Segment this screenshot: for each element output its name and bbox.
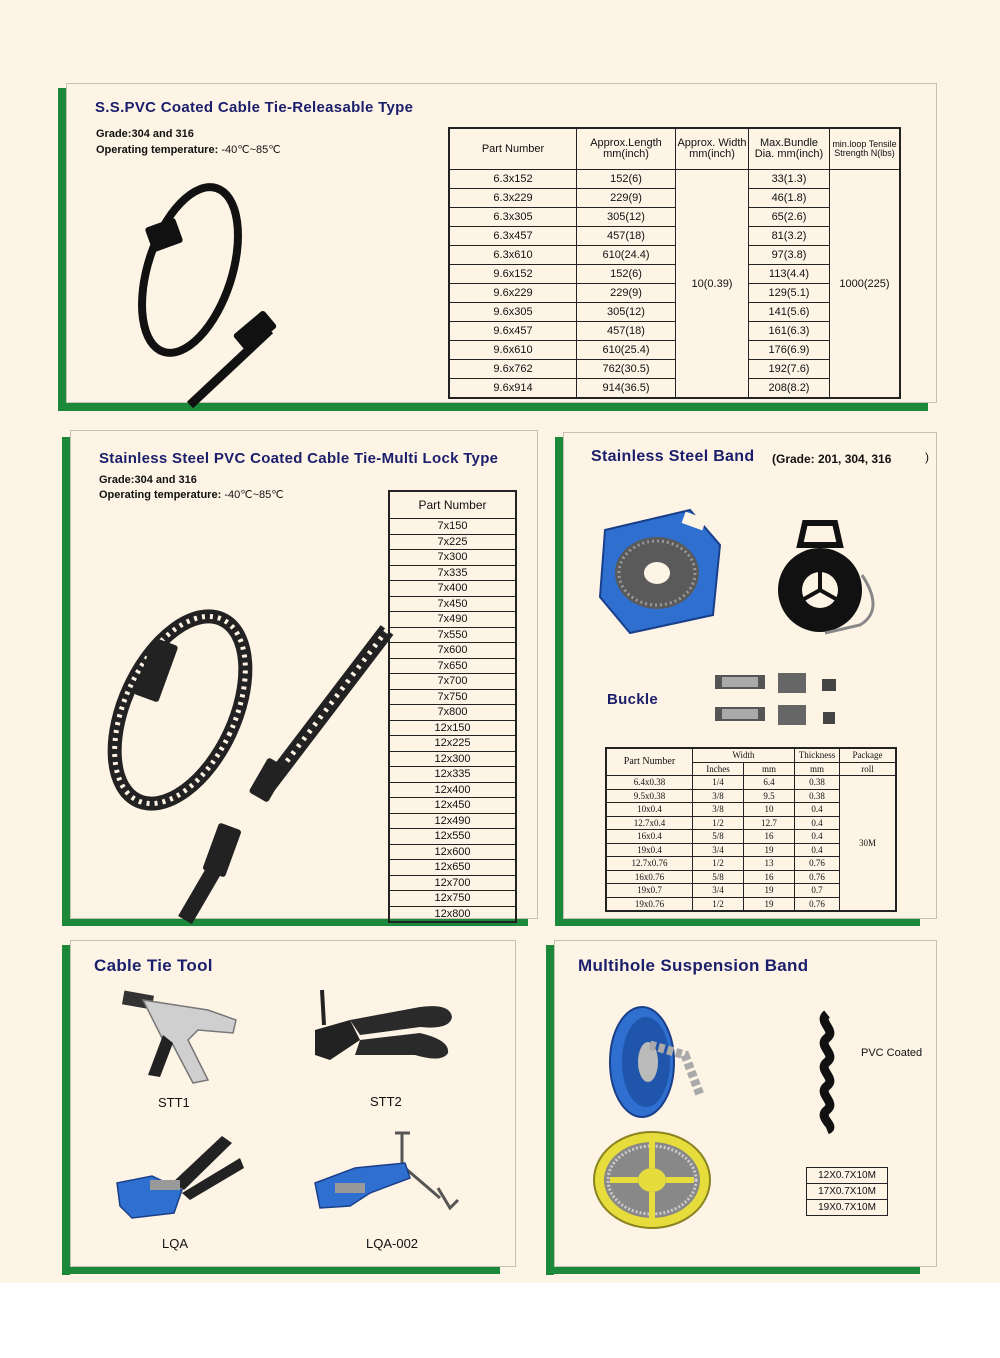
table-cell: 457(18) [577,227,676,246]
size-cell: 17X0.7X10M [807,1184,888,1200]
tool-label-lqa: LQA [162,1236,189,1251]
part-number-cell: 12x750 [389,891,516,907]
table-cell: 19 [744,884,795,898]
suspension-band-size-table [806,1167,888,1216]
table-row [389,674,516,690]
table-row [389,860,516,876]
part-number-cell: 7x335 [389,565,516,581]
part-number-cell: 7x300 [389,550,516,566]
col-header-thickness: Thickness [795,748,840,762]
table-cell: 9.6x229 [449,284,577,303]
table-cell: 12.7x0.4 [606,816,693,830]
table-row [389,581,516,597]
table-cell: 229(9) [577,284,676,303]
table-row [389,565,516,581]
package-value-cell: 30M [840,776,897,912]
table-cell: 1/2 [693,857,744,871]
col-header-bundle-dia: Max.Bundle Dia. mm(inch) [749,128,830,170]
multi-lock-part-table [388,490,517,923]
table-row [389,782,516,798]
table-row [389,658,516,674]
table-row [389,736,516,752]
green-accent-left [62,945,70,1275]
green-accent-left [546,945,554,1275]
table-cell: 81(3.2) [749,227,830,246]
section-title: Stainless Steel Band [591,448,755,465]
buckle-label: Buckle [607,691,658,708]
col-header-inches: Inches [693,762,744,776]
table-cell: 97(3.8) [749,246,830,265]
col-header-width: Width [693,748,795,762]
stt1-tool-image [118,985,243,1085]
releasable-tie-spec-table [448,127,901,399]
table-cell: 6.3x152 [449,170,577,189]
table-row [449,170,900,189]
table-cell: 0.38 [795,776,840,790]
col-header-roll: roll [840,762,897,776]
size-cell: 12X0.7X10M [807,1168,888,1184]
steel-band-spec-table [605,747,897,912]
stt2-tool-image [310,985,460,1070]
yellow-band-reel-image [590,1128,720,1238]
table-cell: 16x0.76 [606,870,693,884]
table-cell: 10 [744,803,795,817]
table-cell: 141(5.6) [749,303,830,322]
part-number-cell: 7x750 [389,689,516,705]
size-cell: 19X0.7X10M [807,1200,888,1216]
table-cell: 13 [744,857,795,871]
part-number-cell: 12x550 [389,829,516,845]
table-cell: 9.6x762 [449,360,577,379]
table-row [389,627,516,643]
table-row [389,813,516,829]
blue-band-roll-image [600,1000,710,1120]
lqa-002-tool-image [310,1128,460,1213]
table-cell: 457(18) [577,322,676,341]
table-row [807,1168,888,1184]
col-header-part-number: Part Number [389,491,516,519]
table-cell: 208(8.2) [749,379,830,399]
table-row [807,1184,888,1200]
section-title: S.S.PVC Coated Cable Tie-Releasable Type [95,99,414,116]
table-cell: 152(6) [577,265,676,284]
table-cell: 46(1.8) [749,189,830,208]
table-cell: 3/8 [693,789,744,803]
table-row [389,751,516,767]
table-cell: 305(12) [577,208,676,227]
part-number-cell: 12x150 [389,720,516,736]
part-number-cell: 7x450 [389,596,516,612]
table-cell: 65(2.6) [749,208,830,227]
table-row [389,596,516,612]
table-cell: 305(12) [577,303,676,322]
table-cell: 176(6.9) [749,341,830,360]
col-header-part-number: Part Number [449,128,577,170]
part-number-cell: 12x450 [389,798,516,814]
table-cell: 762(30.5) [577,360,676,379]
part-number-cell: 7x225 [389,534,516,550]
part-number-cell: 7x700 [389,674,516,690]
table-cell: 161(6.3) [749,322,830,341]
black-band-reel-image [770,515,890,645]
green-accent-bottom [62,1266,500,1274]
multi-lock-cable-tie-image [95,600,395,920]
table-row [389,798,516,814]
table-cell: 0.7 [795,884,840,898]
table-row [389,705,516,721]
tool-label-lqa-002: LQA-002 [366,1236,419,1251]
part-number-cell: 7x490 [389,612,516,628]
table-cell: 0.76 [795,897,840,911]
part-number-cell: 12x400 [389,782,516,798]
releasable-cable-tie-image [120,180,300,410]
table-row [389,534,516,550]
table-cell: 0.76 [795,857,840,871]
section-title: Cable Tie Tool [94,956,213,975]
table-cell: 1/2 [693,816,744,830]
grade-text: Grade:304 and 316 [96,128,194,140]
part-number-cell: 7x400 [389,581,516,597]
part-number-cell: 12x225 [389,736,516,752]
table-cell: 5/8 [693,830,744,844]
table-row [389,767,516,783]
table-cell: 3/8 [693,803,744,817]
pvc-coated-chain-band-image [815,1012,839,1132]
part-number-cell: 12x300 [389,751,516,767]
buckles-image [710,665,850,730]
table-cell: 16 [744,830,795,844]
tool-label-stt2: STT2 [370,1094,402,1109]
table-cell: 0.4 [795,803,840,817]
table-cell: 9.6x457 [449,322,577,341]
part-number-cell: 12x650 [389,860,516,876]
table-cell: 12.7 [744,816,795,830]
table-cell: 16 [744,870,795,884]
table-cell: 19 [744,843,795,857]
table-row [807,1200,888,1216]
table-cell: 610(25.4) [577,341,676,360]
part-number-cell: 7x800 [389,705,516,721]
table-cell: 9.6x152 [449,265,577,284]
part-number-cell: 12x700 [389,875,516,891]
part-number-cell: 7x650 [389,658,516,674]
table-row [389,550,516,566]
table-cell: 9.5x0.38 [606,789,693,803]
table-cell: 6.4 [744,776,795,790]
tool-label-stt1: STT1 [158,1095,190,1110]
table-cell: 9.6x914 [449,379,577,399]
grade-text: Grade:304 and 316 [99,474,197,486]
col-header-mm: mm [744,762,795,776]
table-cell: 0.4 [795,830,840,844]
strength-value-cell: 1000(225) [830,170,901,399]
width-value-cell: 10(0.39) [676,170,749,399]
table-cell: 19 [744,897,795,911]
col-header-tensile-strength: min.loop Tensile Strength N(lbs) [830,128,901,170]
part-number-cell: 12x335 [389,767,516,783]
grade-close: ) [925,450,929,464]
green-accent-left [58,88,66,410]
table-cell: 192(7.6) [749,360,830,379]
table-cell: 16x0.4 [606,830,693,844]
green-accent-bottom [546,1266,920,1274]
table-cell: 6.3x457 [449,227,577,246]
table-cell: 19x0.7 [606,884,693,898]
table-row [606,776,896,790]
table-cell: 12.7x0.76 [606,857,693,871]
table-cell: 19x0.76 [606,897,693,911]
col-header-package: Package [840,748,897,762]
table-row [389,875,516,891]
col-header-length: Approx.Length mm(inch) [577,128,676,170]
part-number-cell: 7x550 [389,627,516,643]
table-cell: 914(36.5) [577,379,676,399]
part-number-cell: 12x490 [389,813,516,829]
temperature-text: Operating temperature: -40℃~85℃ [99,489,284,501]
col-header-width: Approx. Width mm(inch) [676,128,749,170]
green-accent-left [555,437,563,925]
table-row [389,612,516,628]
table-row [389,519,516,535]
table-cell: 0.38 [795,789,840,803]
part-number-cell: 12x600 [389,844,516,860]
table-cell: 9.6x610 [449,341,577,360]
table-cell: 6.3x305 [449,208,577,227]
table-row [389,906,516,922]
grade-text: (Grade: 201, 304, 316 [772,452,892,466]
table-row [389,844,516,860]
table-cell: 1/2 [693,897,744,911]
green-accent-left [62,437,70,925]
table-cell: 5/8 [693,870,744,884]
table-row [389,829,516,845]
table-cell: 0.76 [795,870,840,884]
table-row [389,643,516,659]
part-number-cell: 7x150 [389,519,516,535]
table-cell: 610(24.4) [577,246,676,265]
table-cell: 6.3x229 [449,189,577,208]
table-row [389,720,516,736]
table-cell: 9.6x305 [449,303,577,322]
lqa-tool-image [112,1128,247,1223]
table-row [389,689,516,705]
table-cell: 0.4 [795,843,840,857]
part-number-cell: 12x800 [389,906,516,922]
table-cell: 33(1.3) [749,170,830,189]
temperature-text: Operating temperature: -40℃~85℃ [96,144,281,156]
table-cell: 1/4 [693,776,744,790]
table-cell: 129(5.1) [749,284,830,303]
table-cell: 3/4 [693,843,744,857]
table-cell: 0.4 [795,816,840,830]
table-cell: 6.3x610 [449,246,577,265]
section-title: Multihole Suspension Band [578,956,809,975]
table-cell: 9.5 [744,789,795,803]
part-number-cell: 7x600 [389,643,516,659]
col-header-thickness-mm: mm [795,762,840,776]
table-cell: 19x0.4 [606,843,693,857]
table-cell: 10x0.4 [606,803,693,817]
pvc-coated-label: PVC Coated [861,1047,923,1059]
col-header-part-number: Part Number [606,748,693,776]
blue-band-dispenser-image [595,505,725,635]
table-cell: 229(9) [577,189,676,208]
table-cell: 113(4.4) [749,265,830,284]
section-title: Stainless Steel PVC Coated Cable Tie-Multi Lock Type [99,450,499,467]
table-row [389,891,516,907]
table-cell: 3/4 [693,884,744,898]
green-accent-bottom [555,918,920,926]
table-cell: 152(6) [577,170,676,189]
table-cell: 6.4x0.38 [606,776,693,790]
